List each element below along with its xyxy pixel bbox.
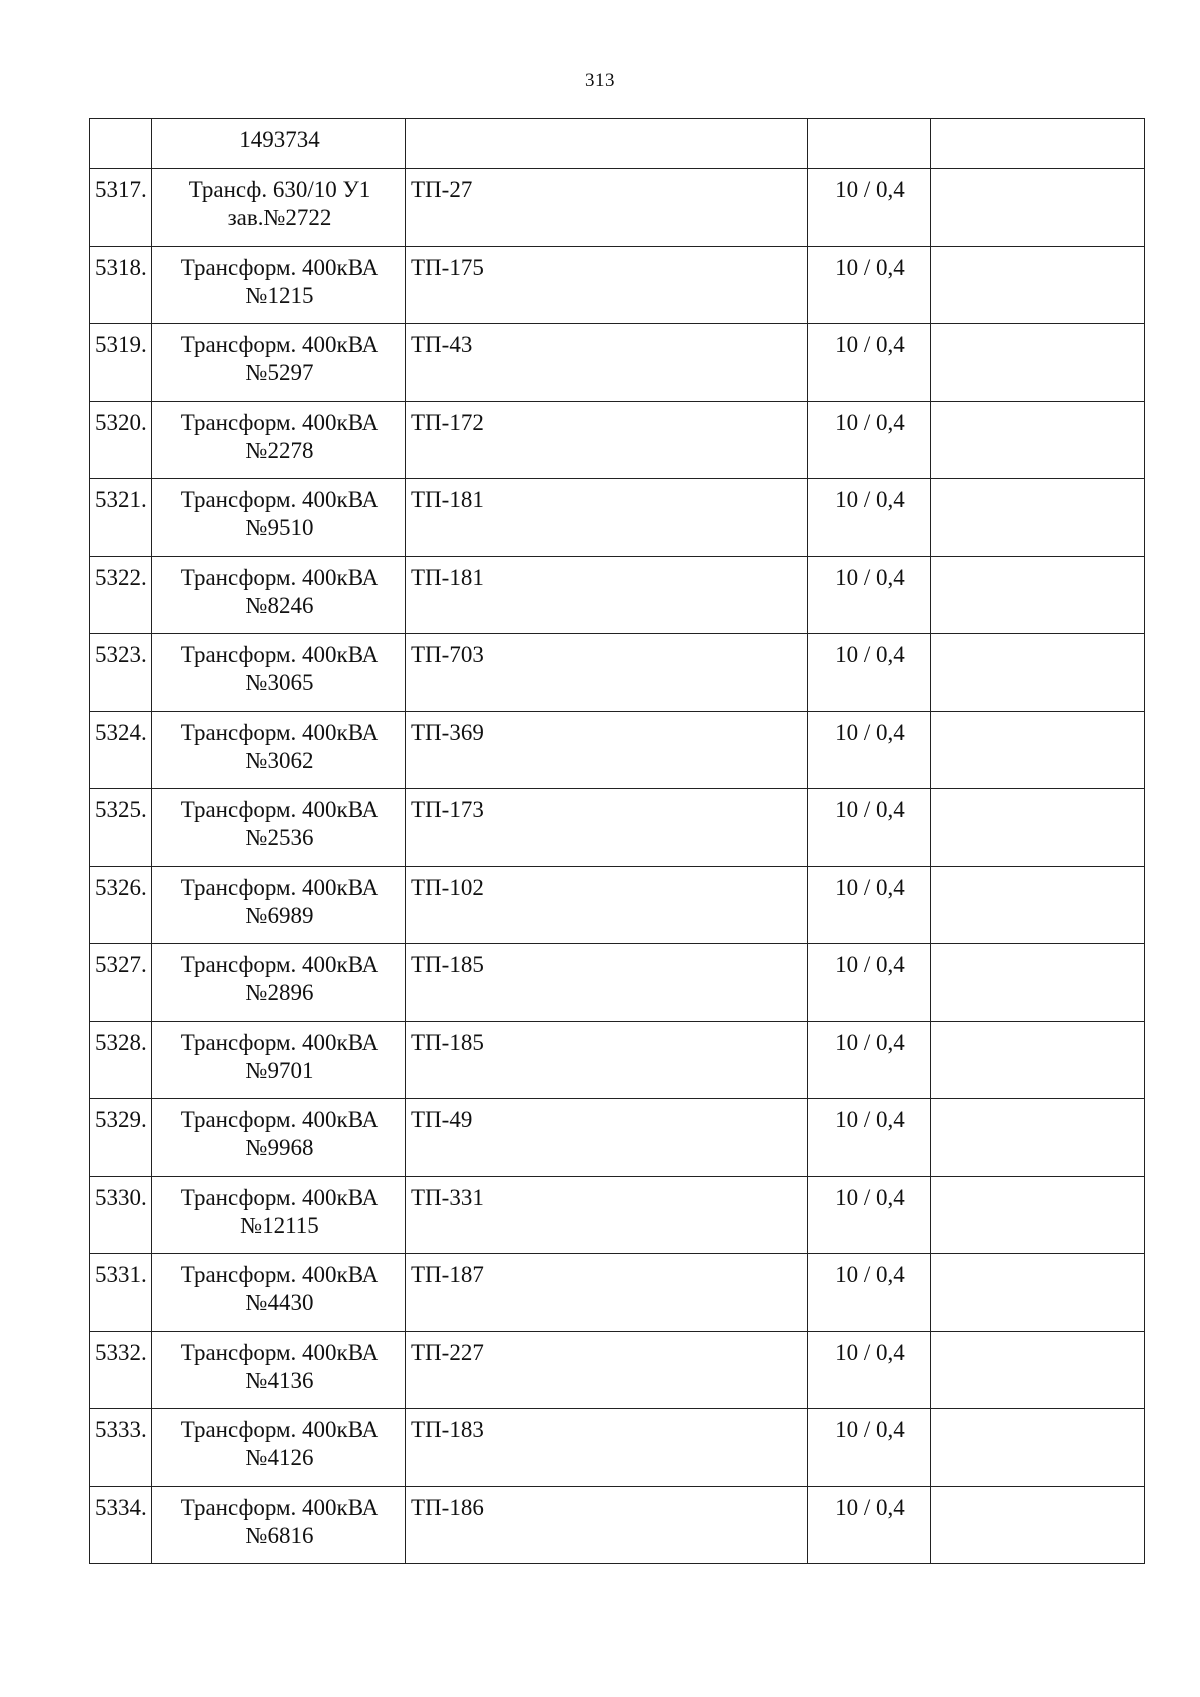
cell-extra	[931, 634, 1145, 712]
page-number: 313	[585, 70, 615, 91]
cell-name-line1: Трансформ. 400кВА	[180, 1184, 379, 1210]
cell-number: 5318.	[90, 246, 152, 324]
table-row	[90, 479, 1145, 557]
cell-name-line1: Трансформ. 400кВА	[180, 874, 379, 900]
table-row	[90, 1021, 1145, 1099]
cell-number: 5326.	[90, 866, 152, 944]
table-row	[90, 169, 1145, 247]
cell-name	[152, 1099, 406, 1177]
cell-location: ТП-369	[406, 711, 808, 789]
cell-voltage: 10 / 0,4	[808, 711, 931, 789]
table-row-continuation	[90, 119, 1145, 169]
cell-name-line2: №4430	[245, 1290, 314, 1315]
cell-name-line2: №2536	[245, 825, 314, 850]
cell-voltage: 10 / 0,4	[808, 1331, 931, 1409]
cell-number: 5331.	[90, 1254, 152, 1332]
cell-extra	[931, 246, 1145, 324]
cell-extra	[931, 169, 1145, 247]
cell-number: 5333.	[90, 1409, 152, 1487]
cell-number: 5334.	[90, 1486, 152, 1564]
cell-name-line1: Трансформ. 400кВА	[180, 1262, 379, 1287]
cell-voltage: 10 / 0,4	[808, 1254, 931, 1332]
cell-name	[152, 401, 406, 479]
table-row	[90, 324, 1145, 402]
cell-name-line2: №9701	[245, 1057, 314, 1083]
cell-name-line1: Трансформ. 400кВА	[180, 797, 379, 822]
table-row	[90, 866, 1145, 944]
cell-number: 5329.	[90, 1099, 152, 1177]
cell-name-line2: №8246	[245, 592, 314, 618]
cell-extra	[931, 324, 1145, 402]
cell-name-line1: Трансформ. 400кВА	[180, 564, 379, 590]
cell-name-line1: Трансформ. 400кВА	[180, 1494, 379, 1520]
cell-name-line2: №2278	[245, 437, 314, 463]
cell-name-line2: №4126	[245, 1445, 314, 1470]
cell-name	[152, 711, 406, 789]
cell-extra	[931, 944, 1145, 1022]
cell-name	[152, 1409, 406, 1487]
cell-location: ТП-185	[406, 944, 808, 1022]
cell-voltage: 10 / 0,4	[808, 789, 931, 867]
cell-extra	[931, 1409, 1145, 1487]
cell-name-line2: №1215	[245, 282, 314, 308]
table-row	[90, 246, 1145, 324]
cell-name-line2: №5297	[245, 360, 314, 385]
cell-location: ТП-187	[406, 1254, 808, 1332]
cell-name-line2: №6816	[245, 1522, 314, 1548]
cell-name-line1: Трансформ. 400кВА	[180, 952, 379, 977]
cell-voltage: 10 / 0,4	[808, 556, 931, 634]
cell-location: ТП-173	[406, 789, 808, 867]
cell-name-line1: Трансформ. 400кВА	[180, 719, 379, 745]
cell-name	[152, 789, 406, 867]
cell-voltage: 10 / 0,4	[808, 1486, 931, 1564]
cell-extra	[931, 556, 1145, 634]
cell-extra	[931, 789, 1145, 867]
cell-extra	[931, 401, 1145, 479]
cell-name	[152, 1021, 406, 1099]
cell-location: ТП-186	[406, 1486, 808, 1564]
cell-location	[406, 119, 808, 169]
cell-voltage: 10 / 0,4	[808, 324, 931, 402]
cell-name-line1: Трансформ. 400кВА	[180, 1339, 379, 1365]
cell-location: ТП-172	[406, 401, 808, 479]
cell-name	[152, 634, 406, 712]
cell-number: 5322.	[90, 556, 152, 634]
cell-name	[152, 1331, 406, 1409]
cell-name	[152, 324, 406, 402]
cell-name	[152, 169, 406, 247]
cell-extra	[931, 1021, 1145, 1099]
cell-name-line1: Трансформ. 400кВА	[180, 642, 379, 667]
equipment-table	[89, 118, 1145, 1564]
cell-number: 5317.	[90, 169, 152, 247]
cell-voltage: 10 / 0,4	[808, 866, 931, 944]
cell-voltage: 10 / 0,4	[808, 944, 931, 1022]
table-row	[90, 1409, 1145, 1487]
cell-location: ТП-102	[406, 866, 808, 944]
cell-name	[152, 1486, 406, 1564]
cell-name-line2: №12115	[240, 1212, 319, 1238]
cell-name-line1: Трансформ. 400кВА	[180, 1029, 379, 1055]
cell-location: ТП-27	[406, 169, 808, 247]
cell-name	[152, 246, 406, 324]
cell-voltage: 10 / 0,4	[808, 1021, 931, 1099]
cell-name	[152, 556, 406, 634]
table-row	[90, 1331, 1145, 1409]
table-row	[90, 634, 1145, 712]
cell-number	[90, 119, 152, 169]
cell-extra	[931, 119, 1145, 169]
cell-name-line1: Трансф. 630/10 У1	[188, 177, 371, 202]
cell-location: ТП-175	[406, 246, 808, 324]
table-row	[90, 1099, 1145, 1177]
cell-name: 1493734	[152, 119, 406, 169]
cell-name-line2: №9968	[245, 1135, 314, 1160]
cell-extra	[931, 1099, 1145, 1177]
cell-extra	[931, 866, 1145, 944]
cell-location: ТП-181	[406, 556, 808, 634]
cell-name	[152, 866, 406, 944]
cell-location: ТП-43	[406, 324, 808, 402]
table-row	[90, 401, 1145, 479]
cell-name	[152, 1254, 406, 1332]
cell-voltage: 10 / 0,4	[808, 246, 931, 324]
cell-voltage: 10 / 0,4	[808, 401, 931, 479]
cell-name-line2: №9510	[245, 515, 314, 540]
cell-number: 5325.	[90, 789, 152, 867]
cell-number: 5327.	[90, 944, 152, 1022]
table-row	[90, 1176, 1145, 1254]
cell-name-line2: №4136	[245, 1367, 314, 1393]
cell-voltage: 10 / 0,4	[808, 1176, 931, 1254]
cell-extra	[931, 1176, 1145, 1254]
cell-location: ТП-49	[406, 1099, 808, 1177]
table-row	[90, 1486, 1145, 1564]
cell-location: ТП-183	[406, 1409, 808, 1487]
cell-extra	[931, 479, 1145, 557]
cell-name	[152, 479, 406, 557]
cell-voltage: 10 / 0,4	[808, 169, 931, 247]
table-row	[90, 789, 1145, 867]
cell-name-line2: №2896	[245, 980, 314, 1005]
cell-name-line1: Трансформ. 400кВА	[180, 254, 379, 280]
table-row	[90, 944, 1145, 1022]
cell-name-line2: №6989	[245, 902, 314, 928]
cell-name-line2: №3062	[245, 747, 314, 773]
cell-name-line2: №3065	[245, 670, 314, 695]
cell-number: 5321.	[90, 479, 152, 557]
cell-name-line1: Трансформ. 400кВА	[180, 1417, 379, 1442]
cell-extra	[931, 1331, 1145, 1409]
table-row	[90, 711, 1145, 789]
table-row	[90, 1254, 1145, 1332]
cell-voltage: 10 / 0,4	[808, 1409, 931, 1487]
cell-number: 5319.	[90, 324, 152, 402]
cell-name	[152, 1176, 406, 1254]
cell-name-line1: Трансформ. 400кВА	[180, 487, 379, 512]
cell-name-line1: Трансформ. 400кВА	[180, 1107, 379, 1132]
cell-number: 5323.	[90, 634, 152, 712]
cell-name-line1: Трансформ. 400кВА	[180, 332, 379, 357]
cell-extra	[931, 1254, 1145, 1332]
cell-number: 5328.	[90, 1021, 152, 1099]
cell-extra	[931, 711, 1145, 789]
cell-voltage: 10 / 0,4	[808, 1099, 931, 1177]
cell-location: ТП-703	[406, 634, 808, 712]
cell-name	[152, 944, 406, 1022]
cell-location: ТП-227	[406, 1331, 808, 1409]
cell-extra	[931, 1486, 1145, 1564]
cell-location: ТП-331	[406, 1176, 808, 1254]
cell-voltage: 10 / 0,4	[808, 634, 931, 712]
cell-name-line1: Трансформ. 400кВА	[180, 409, 379, 435]
cell-number: 5330.	[90, 1176, 152, 1254]
cell-name-line2: зав.№2722	[227, 205, 332, 230]
table-body	[90, 119, 1145, 1564]
table-row	[90, 556, 1145, 634]
cell-number: 5324.	[90, 711, 152, 789]
cell-location: ТП-185	[406, 1021, 808, 1099]
cell-voltage	[808, 119, 931, 169]
cell-number: 5320.	[90, 401, 152, 479]
cell-voltage: 10 / 0,4	[808, 479, 931, 557]
cell-number: 5332.	[90, 1331, 152, 1409]
cell-location: ТП-181	[406, 479, 808, 557]
